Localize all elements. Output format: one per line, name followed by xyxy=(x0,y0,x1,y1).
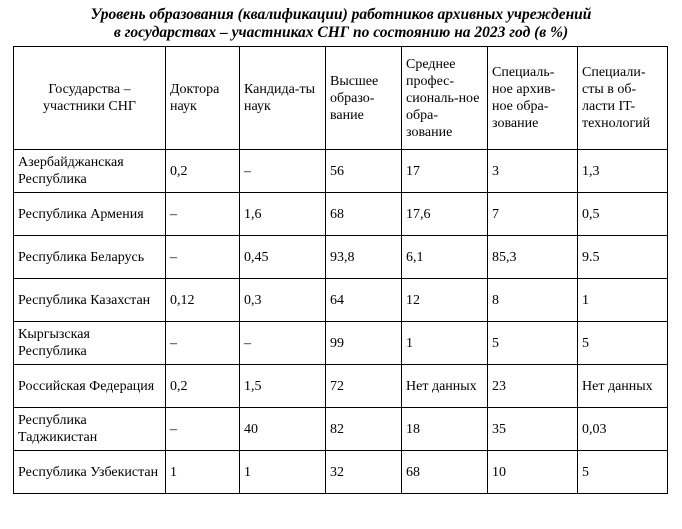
cell-doctors: – xyxy=(166,408,240,451)
cell-candidates: 0,3 xyxy=(240,279,326,322)
cell-doctors: 0,2 xyxy=(166,150,240,193)
cell-secondary: 6,1 xyxy=(402,236,488,279)
cell-candidates: 0,45 xyxy=(240,236,326,279)
cell-archival: 3 xyxy=(488,150,578,193)
cell-candidates: – xyxy=(240,150,326,193)
cell-archival: 23 xyxy=(488,365,578,408)
cell-secondary: 68 xyxy=(402,451,488,494)
cell-higher: 72 xyxy=(326,365,402,408)
cell-secondary: 18 xyxy=(402,408,488,451)
header-it-specialists: Специали-сты в об-ласти IT-технологий xyxy=(578,47,668,150)
table-row xyxy=(14,365,668,408)
cell-higher: 82 xyxy=(326,408,402,451)
cell-higher: 68 xyxy=(326,193,402,236)
cell-doctors: – xyxy=(166,322,240,365)
header-archival-education: Специаль-ное архив-ное обра-зование xyxy=(488,47,578,150)
cell-archival: 85,3 xyxy=(488,236,578,279)
education-table xyxy=(13,46,668,494)
cell-it: 1,3 xyxy=(578,150,668,193)
cell-secondary: 12 xyxy=(402,279,488,322)
cell-secondary: 1 xyxy=(402,322,488,365)
cell-archival: 35 xyxy=(488,408,578,451)
table-row xyxy=(14,236,668,279)
cell-doctors: 0,12 xyxy=(166,279,240,322)
cell-candidates: 1,6 xyxy=(240,193,326,236)
cell-secondary: Нет данных xyxy=(402,365,488,408)
header-higher-education: Высшее образо-вание xyxy=(326,47,402,150)
cell-higher: 99 xyxy=(326,322,402,365)
table-row xyxy=(14,150,668,193)
header-candidates: Кандида-ты наук xyxy=(240,47,326,150)
cell-higher: 56 xyxy=(326,150,402,193)
header-secondary-vocational: Среднее профес-сиональ-ное обра-зование xyxy=(402,47,488,150)
title-line-1: Уровень образования (квалификации) работников архивных учреждений xyxy=(90,6,592,23)
cell-it: Нет данных xyxy=(578,365,668,408)
cell-it: 5 xyxy=(578,322,668,365)
table-title xyxy=(0,6,682,42)
table-row xyxy=(14,451,668,494)
cell-doctors: 1 xyxy=(166,451,240,494)
cell-higher: 93,8 xyxy=(326,236,402,279)
cell-country: Республика Таджикистан xyxy=(14,408,166,451)
cell-it: 1 xyxy=(578,279,668,322)
cell-doctors: – xyxy=(166,193,240,236)
cell-archival: 5 xyxy=(488,322,578,365)
cell-country: Республика Беларусь xyxy=(14,236,166,279)
cell-country: Республика Узбекистан xyxy=(14,451,166,494)
cell-country: Республика Армения xyxy=(14,193,166,236)
cell-secondary: 17,6 xyxy=(402,193,488,236)
cell-it: 5 xyxy=(578,451,668,494)
table-row xyxy=(14,279,668,322)
cell-country: Азербайджанская Республика xyxy=(14,150,166,193)
header-country: Государства – участники СНГ xyxy=(14,47,166,150)
cell-it: 9.5 xyxy=(578,236,668,279)
cell-candidates: 1 xyxy=(240,451,326,494)
cell-country: Республика Казахстан xyxy=(14,279,166,322)
table-row xyxy=(14,322,668,365)
table-row xyxy=(14,193,668,236)
cell-it: 0,03 xyxy=(578,408,668,451)
cell-country: Российская Федерация xyxy=(14,365,166,408)
cell-candidates: 40 xyxy=(240,408,326,451)
cell-candidates: 1,5 xyxy=(240,365,326,408)
table-row xyxy=(14,408,668,451)
cell-higher: 32 xyxy=(326,451,402,494)
cell-doctors: – xyxy=(166,236,240,279)
cell-archival: 10 xyxy=(488,451,578,494)
cell-country: Кыргызская Республика xyxy=(14,322,166,365)
cell-archival: 7 xyxy=(488,193,578,236)
header-doctors: Доктора наук xyxy=(166,47,240,150)
cell-it: 0,5 xyxy=(578,193,668,236)
header-row xyxy=(14,47,668,150)
cell-archival: 8 xyxy=(488,279,578,322)
cell-doctors: 0,2 xyxy=(166,365,240,408)
cell-secondary: 17 xyxy=(402,150,488,193)
cell-candidates: – xyxy=(240,322,326,365)
title-line-2: в государствах – участниках СНГ по состоянию на 2023 год (в %) xyxy=(113,24,569,41)
cell-higher: 64 xyxy=(326,279,402,322)
